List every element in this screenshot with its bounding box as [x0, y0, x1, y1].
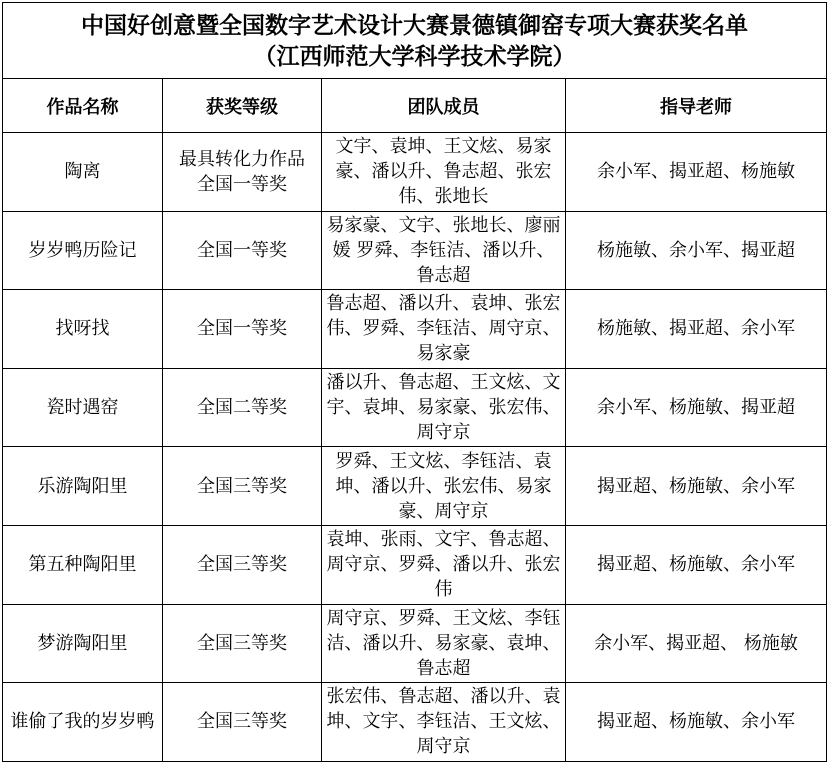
advisors-cell: 杨施敏、余小军、揭亚超	[566, 211, 827, 290]
award-level-text: 全国二等奖	[197, 397, 287, 419]
table-row	[3, 604, 827, 683]
work-name-cell: 谁偷了我的岁岁鸭	[3, 683, 163, 762]
title-row	[3, 3, 827, 79]
team-members-cell: 潘以升、鲁志超、王文炫、文宇、袁坤、易家豪、张宏伟、周守京	[322, 368, 566, 447]
advisors-cell: 余小军、杨施敏、揭亚超	[566, 368, 827, 447]
work-name-cell: 瓷时遇窑	[3, 368, 163, 447]
advisors-cell: 揭亚超、杨施敏、余小军	[566, 447, 827, 526]
award-level-cell	[163, 447, 322, 526]
advisors-cell: 余小军、揭亚超、 杨施敏	[566, 604, 827, 683]
award-level-cell	[163, 133, 322, 212]
award-level-cell	[163, 368, 322, 447]
team-members-cell: 张宏伟、鲁志超、潘以升、袁坤、文宇、李钰洁、王文炫、周守京	[322, 683, 566, 762]
work-name-cell: 乐游陶阳里	[3, 447, 163, 526]
table-row	[3, 133, 827, 212]
team-members-cell: 罗舜、王文炫、李钰洁、袁坤、潘以升、张宏伟、易家豪、周守京	[322, 447, 566, 526]
award-level-cell	[163, 211, 322, 290]
work-name-cell: 找呀找	[3, 290, 163, 369]
team-members-cell: 易家豪、文宇、张地长、廖丽媛 罗舜、李钰洁、潘以升、鲁志超	[322, 211, 566, 290]
advisors-cell: 揭亚超、杨施敏、余小军	[566, 683, 827, 762]
table-row	[3, 211, 827, 290]
team-members-cell: 袁坤、张雨、文宇、鲁志超、周守京、罗舜、潘以升、张宏伟	[322, 525, 566, 604]
award-level-cell	[163, 683, 322, 762]
award-level-text: 全国三等奖	[197, 475, 287, 497]
award-level-cell	[163, 525, 322, 604]
awards-table	[2, 2, 827, 762]
team-members-cell: 周守京、罗舜、王文炫、李钰洁、潘以升、易家豪、袁坤、鲁志超	[322, 604, 566, 683]
advisors-cell: 杨施敏、揭亚超、余小军	[566, 290, 827, 369]
work-name-cell: 陶离	[3, 133, 163, 212]
award-level-text: 全国三等奖	[197, 632, 287, 654]
advisors-cell: 余小军、揭亚超、杨施敏	[566, 133, 827, 212]
award-level-text: 全国三等奖	[197, 554, 287, 576]
table-row	[3, 447, 827, 526]
advisors-cell: 揭亚超、杨施敏、余小军	[566, 525, 827, 604]
award-level-text: 最具转化力作品	[179, 148, 305, 170]
team-members-cell: 鲁志超、潘以升、袁坤、张宏伟、罗舜、李钰洁、周守京、易家豪	[322, 290, 566, 369]
header-award: 获奖等级	[163, 79, 322, 133]
team-members-cell: 文宇、袁坤、王文炫、易家豪、潘以升、鲁志超、张宏伟、张地长	[322, 133, 566, 212]
award-level-text: 全国三等奖	[197, 711, 287, 733]
header-members: 团队成员	[322, 79, 566, 133]
document-title	[3, 3, 827, 79]
table-row	[3, 368, 827, 447]
table-row	[3, 290, 827, 369]
award-level-cell	[163, 290, 322, 369]
award-level-text: 全国一等奖	[197, 239, 287, 261]
title-line-school: （江西师范大学科学技术学院）	[253, 42, 576, 70]
work-name-cell: 第五种陶阳里	[3, 525, 163, 604]
header-advisors: 指导老师	[566, 79, 827, 133]
work-name-cell: 岁岁鸭历险记	[3, 211, 163, 290]
header-work: 作品名称	[3, 79, 163, 133]
award-level-text: 全国一等奖	[197, 318, 287, 340]
work-name-cell: 梦游陶阳里	[3, 604, 163, 683]
header-row	[3, 79, 827, 133]
table-row	[3, 683, 827, 762]
table-row	[3, 525, 827, 604]
award-level-text: 全国一等奖	[197, 173, 287, 195]
award-level-cell	[163, 604, 322, 683]
title-line-main: 中国好创意暨全国数字艺术设计大赛景德镇御窑专项大赛获奖名单	[81, 11, 748, 39]
